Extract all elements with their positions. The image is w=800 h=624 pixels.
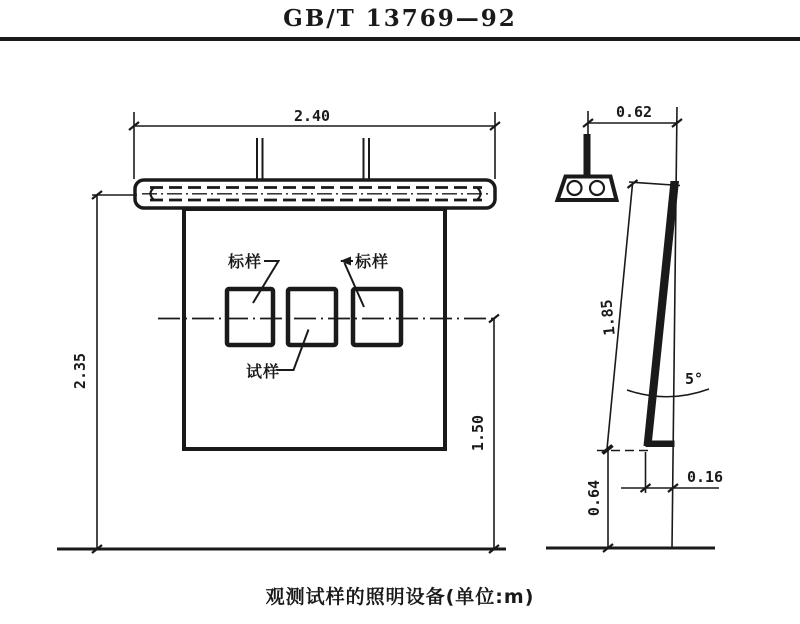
lamp-hanger-rods [257, 138, 369, 180]
test-sample-label: 试样 [246, 362, 281, 381]
dimension-panel-1-85 [597, 180, 637, 453]
lamp-stem [584, 134, 591, 178]
lamp-fixture-front [135, 180, 495, 208]
dimension-value: 0.64 [585, 479, 603, 517]
standard-sample-label: 标样 [228, 252, 263, 271]
dimension-value: 2.35 [71, 352, 89, 390]
leader-test-sample [246, 330, 309, 382]
tube-section-circle [568, 181, 582, 195]
dimension-value: 0.62 [615, 103, 653, 121]
dimension-value: 1.85 [597, 298, 619, 337]
dimension-height-1-50 [469, 315, 499, 554]
tube-section-circle [590, 181, 604, 195]
lamp-housing [135, 180, 495, 208]
dimension-value: 1.50 [469, 414, 487, 452]
standard-sample-left-square [227, 289, 273, 345]
lamp-fixture-side [558, 134, 617, 200]
dimension-stand-0-64 [585, 446, 613, 552]
dimension-offset-0-62 [583, 103, 682, 134]
front-view [57, 107, 506, 553]
side-view [546, 103, 723, 552]
leader-line [277, 330, 309, 371]
dimension-value: 0.16 [686, 468, 724, 486]
dimension-width-2-40 [129, 107, 500, 179]
standard-number: GB/T 13769—92 [283, 5, 517, 32]
angle-value: 5° [684, 370, 704, 388]
angle-5-degrees [627, 370, 709, 397]
standard-sample-label: 标样 [355, 252, 390, 271]
dimension-height-2-35 [71, 191, 137, 553]
dimension-value: 2.40 [293, 107, 331, 125]
angle-arc [627, 389, 709, 397]
figure-caption: 观测试样的照明设备(单位:m) [265, 586, 535, 608]
sample-board [184, 209, 445, 449]
vertical-reference-line [672, 107, 677, 548]
leader-standard-sample-right [340, 252, 389, 307]
test-sample-square [288, 289, 336, 345]
lamp-housing-section [558, 177, 617, 201]
panel-ledge [646, 441, 675, 448]
